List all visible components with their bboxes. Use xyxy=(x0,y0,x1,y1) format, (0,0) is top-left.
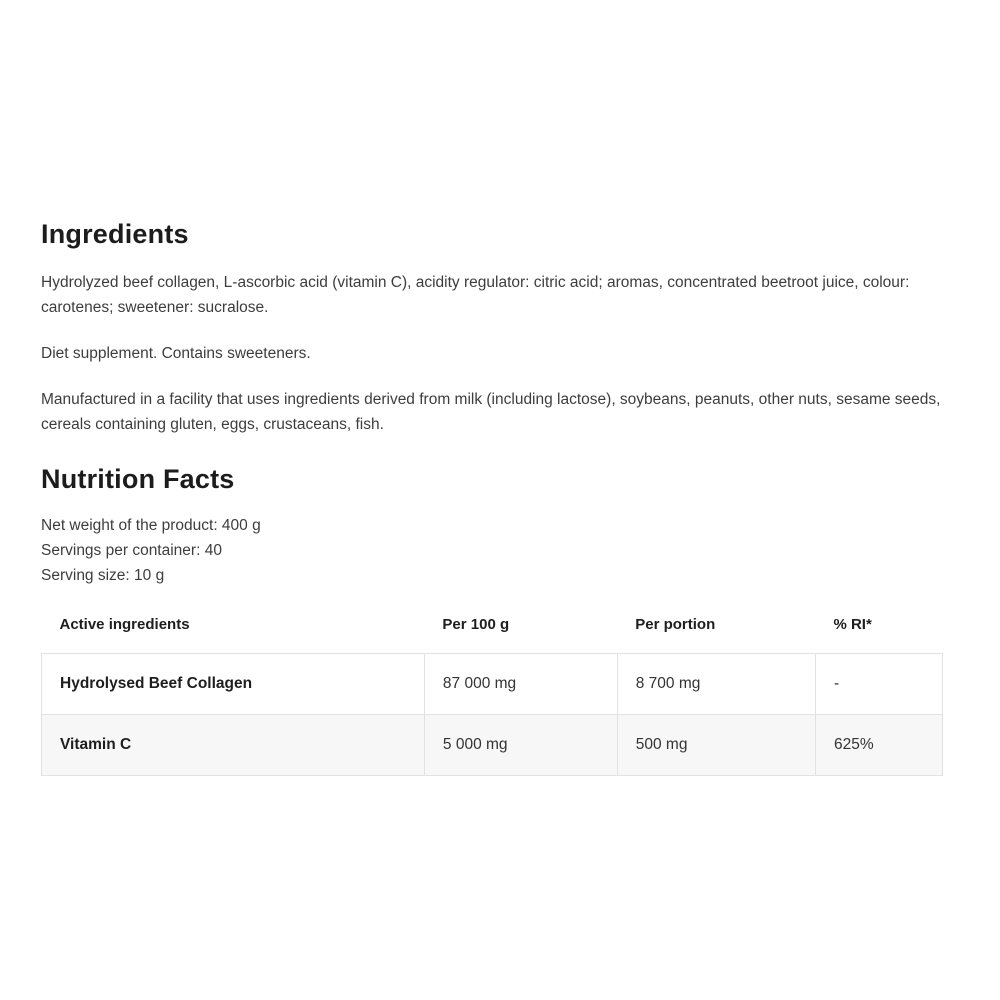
vitamin-c-per-100g-cell: 5 000 mg xyxy=(424,715,617,776)
ingredients-title: Ingredients xyxy=(41,219,189,249)
header-row xyxy=(42,608,943,654)
header-per-100g: Per 100 g xyxy=(442,616,510,633)
header-per-portion: Per portion xyxy=(635,616,716,633)
net-weight-line: Net weight of the product: 400 g xyxy=(41,517,261,534)
nutrition-facts-title: Nutrition Facts xyxy=(41,464,235,494)
serving-size-line: Serving size: 10 g xyxy=(41,567,165,584)
vitamin-c-name-cell: Vitamin C xyxy=(42,715,425,776)
collagen-per-portion-cell: 8 700 mg xyxy=(617,654,815,715)
nutrition-table-body xyxy=(42,654,943,776)
ingredients-paragraph: Hydrolyzed beef collagen, L-ascorbic acid (vitamin C), acidity regulator: citric acid; aromas, concentrated beetroot juice, colour: carotenes; sweetener: sucralose. xyxy=(41,274,910,316)
nutrition-facts-section xyxy=(41,463,943,776)
header-percent-ri: % RI* xyxy=(833,616,872,633)
ingredients-section xyxy=(41,218,943,437)
collagen-ri-cell: - xyxy=(815,654,942,715)
table-row-collagen xyxy=(42,654,943,715)
content-container xyxy=(41,0,943,776)
nutrition-table xyxy=(41,608,943,776)
header-active-ingredients: Active ingredients xyxy=(59,616,190,633)
table-row-vitamin-c xyxy=(42,715,943,776)
allergen-paragraph: Manufactured in a facility that uses ingredients derived from milk (including lactose), soybeans, peanuts, other nuts, sesame seeds, cereals containing gluten, eggs, crustaceans, fish. xyxy=(41,391,941,433)
nutrition-table-header xyxy=(42,608,943,654)
servings-per-container-line: Servings per container: 40 xyxy=(41,542,222,559)
collagen-name-cell: Hydrolysed Beef Collagen xyxy=(42,654,425,715)
diet-supplement-paragraph: Diet supplement. Contains sweeteners. xyxy=(41,345,311,362)
collagen-per-100g-cell: 87 000 mg xyxy=(424,654,617,715)
vitamin-c-per-portion-cell: 500 mg xyxy=(617,715,815,776)
vitamin-c-ri-cell: 625% xyxy=(815,715,942,776)
